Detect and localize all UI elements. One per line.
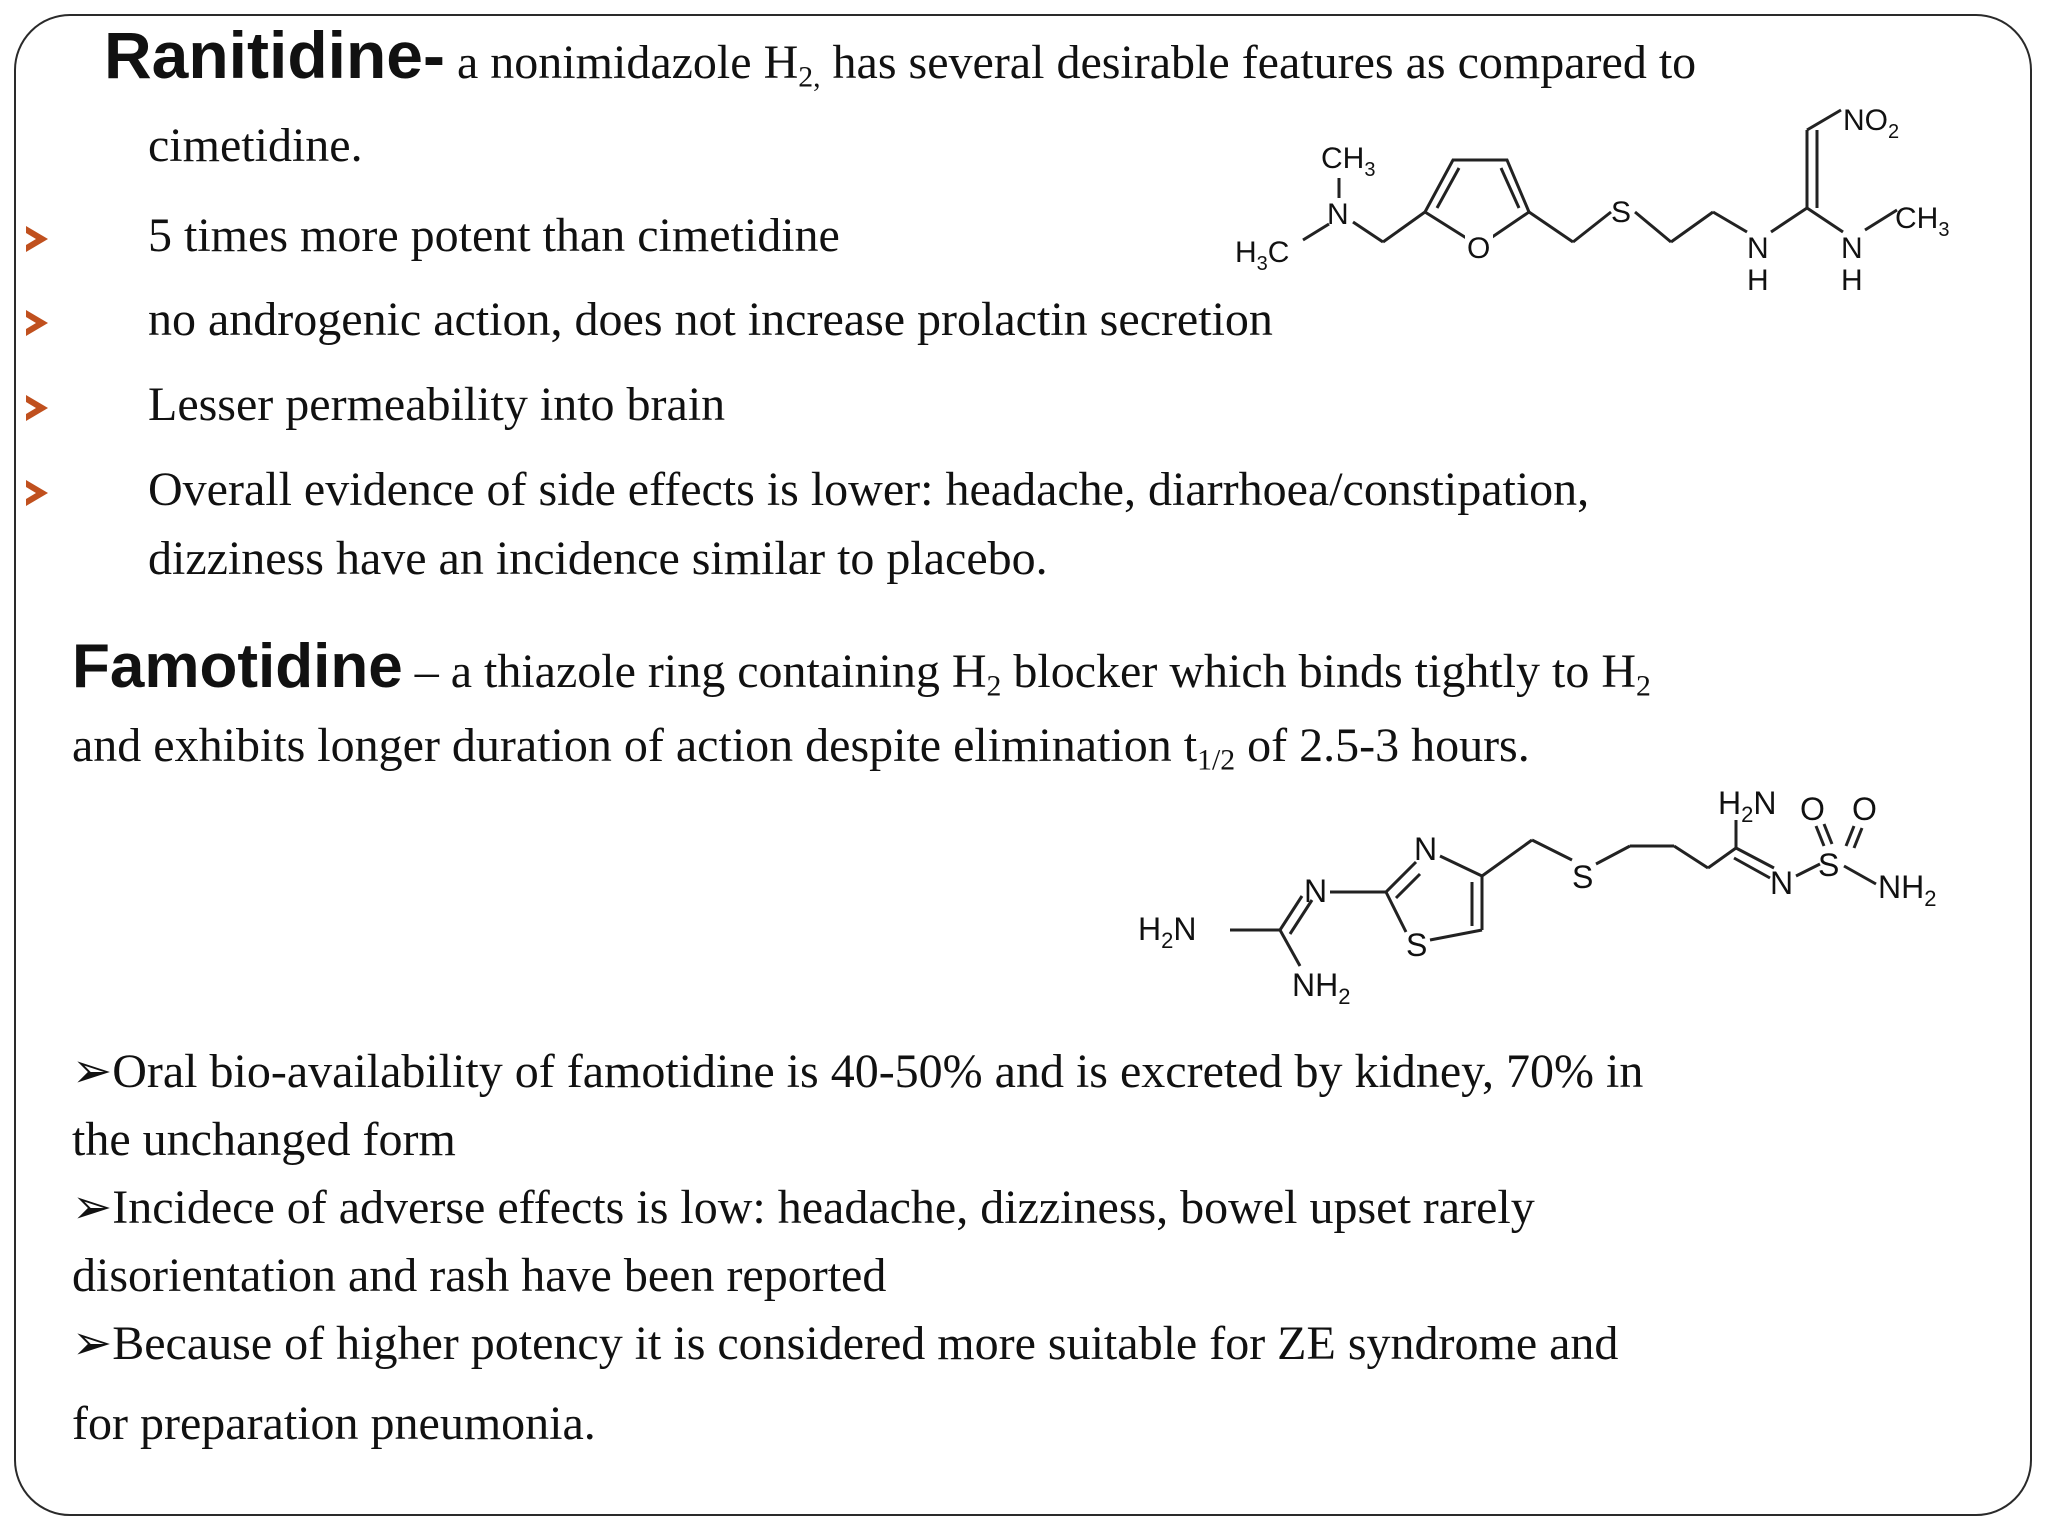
ranitidine-o-ring-label: O xyxy=(1467,232,1491,265)
ranitidine-ch3-top-label: $CH_3$ xyxy=(1321,142,1376,181)
famotidine-line1-b: blocker which binds tightly to H xyxy=(1001,645,1636,698)
bullet-arrow-icon xyxy=(26,226,48,252)
ranitidine-n-dimethyl-label: N xyxy=(1327,198,1349,231)
bullet-arrow-icon xyxy=(26,395,48,421)
ranitidine-bullet-4-cont: dizziness have an incidence similar to placebo. xyxy=(148,532,1048,585)
famotidine-point-3: ➢Because of higher potency it is considered more suitable for ZE syndrome and xyxy=(72,1317,1619,1370)
famotidine-point-2-cont: disorientation and rash have been reported xyxy=(72,1249,887,1302)
ranitidine-bullet-1: 5 times more potent than cimetidine xyxy=(148,209,840,262)
ranitidine-no2-label: $NO_2$ xyxy=(1843,104,1900,143)
ranitidine-bullet-3: Lesser permeability into brain xyxy=(148,378,726,431)
famotidine-structure-diagram xyxy=(1130,780,2040,1010)
famotidine-line2-sub: 1/2 xyxy=(1197,743,1236,777)
famotidine-point-1-cont: the unchanged form xyxy=(72,1113,456,1166)
famotidine-s-chain-label: S xyxy=(1572,859,1594,895)
bullet-arrow-icon xyxy=(26,480,48,506)
ranitidine-intro-sub: 2, xyxy=(798,60,821,94)
famotidine-h2n-left-label: $H_2N$ xyxy=(1138,911,1197,953)
famotidine-nh2-bottom-label: $NH_2$ xyxy=(1292,967,1351,1009)
famotidine-point-3-cont: for preparation pneumonia. xyxy=(72,1397,596,1450)
famotidine-n-ring-label: N xyxy=(1414,831,1438,867)
ranitidine-nh-left-h: H xyxy=(1747,264,1769,297)
famotidine-n-guan-label: N xyxy=(1304,873,1328,909)
bullet-arrow-icon xyxy=(26,310,48,336)
famotidine-n-chain-label: N xyxy=(1770,865,1794,901)
ranitidine-intro-part1: a nonimidazole H xyxy=(445,36,799,89)
ranitidine-intro-line xyxy=(104,18,1697,94)
famotidine-line2-a: and exhibits longer duration of action despite elimination t xyxy=(72,719,1198,772)
famotidine-line1-sub2: 2 xyxy=(1635,669,1651,703)
famotidine-line2 xyxy=(72,719,1530,777)
ranitidine-nh-right-h: H xyxy=(1841,264,1863,297)
famotidine-h2n-top-label: $H_2N$ xyxy=(1718,785,1777,827)
ranitidine-intro-line2: cimetidine. xyxy=(148,119,363,172)
famotidine-nh2-right-label: $NH_2$ xyxy=(1878,869,1937,911)
famotidine-point-1: ➢Oral bio-availability of famotidine is 40-50% and is excreted by kidney, 70% in xyxy=(72,1045,1644,1098)
famotidine-point-2: ➢Incidece of adverse effects is low: headache, dizziness, bowel upset rarely xyxy=(72,1181,1535,1234)
famotidine-s-ring-label: S xyxy=(1406,927,1428,963)
ranitidine-bullet-4: Overall evidence of side effects is lower: headache, diarrhoea/constipation, xyxy=(148,463,1590,516)
famotidine-line1-a: – a thiazole ring containing H xyxy=(402,645,987,698)
ranitidine-bullet-2: no androgenic action, does not increase prolactin secretion xyxy=(148,293,1273,346)
ranitidine-intro-part2: has several desirable features as compared to xyxy=(820,36,1697,89)
famotidine-title: Famotidine xyxy=(72,632,403,701)
ranitidine-structure-diagram xyxy=(1225,100,2005,300)
ranitidine-ch3-right-label: $CH_3$ xyxy=(1895,202,1950,241)
ranitidine-nh-right-n: N xyxy=(1841,232,1863,265)
ranitidine-title: Ranitidine- xyxy=(104,18,445,92)
ranitidine-nh-left-n: N xyxy=(1747,232,1769,265)
famotidine-line1-sub1: 2 xyxy=(986,669,1002,703)
ranitidine-s-label: S xyxy=(1611,196,1632,229)
famotidine-o1-label: O xyxy=(1800,791,1825,827)
famotidine-line1 xyxy=(72,632,1651,703)
famotidine-s-sulf-label: S xyxy=(1818,847,1840,883)
ranitidine-h3c-label: $H_3C$ xyxy=(1235,236,1290,275)
famotidine-line2-b: of 2.5-3 hours. xyxy=(1235,719,1530,772)
famotidine-o2-label: O xyxy=(1852,791,1877,827)
